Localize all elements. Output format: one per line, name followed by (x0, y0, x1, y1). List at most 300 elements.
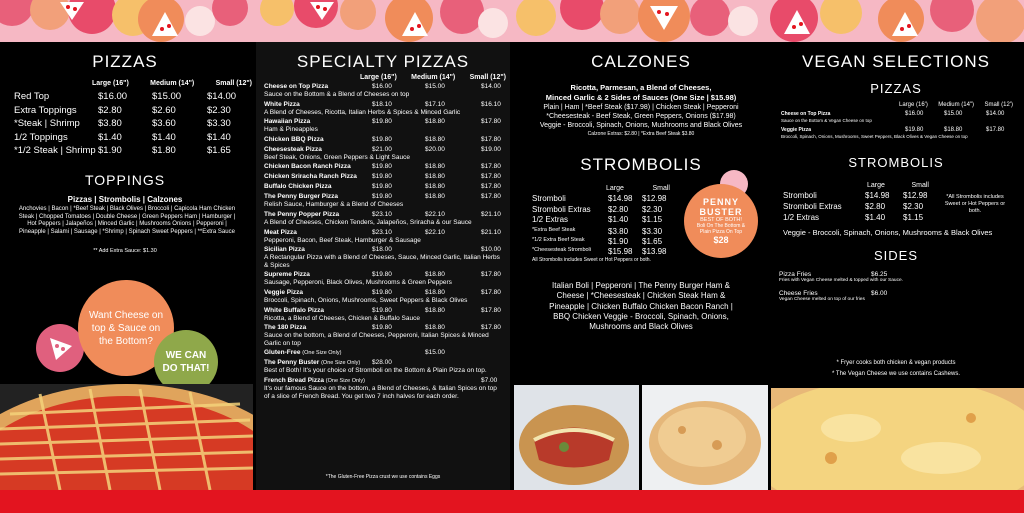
specialty-name-cell (264, 359, 372, 367)
specialty-name: The Penny Buster (264, 359, 320, 367)
row-name: *1/2 Extra Beef Steak (532, 237, 585, 243)
specialty-small: $7.00 (481, 376, 498, 384)
specialty-name: French Bread Pizza (264, 376, 324, 384)
vegan-stromboli-row (783, 202, 933, 213)
row-name: Extra Toppings (14, 104, 77, 116)
strombolis-title: STROMBOLIS (580, 155, 702, 174)
specialty-item-header (264, 359, 504, 367)
row-large: $15.98 (608, 247, 633, 256)
toppings-note: ** Add Extra Sauce: $1.30 (93, 248, 157, 254)
buster-sub-1: BEST OF BOTH! (700, 217, 742, 223)
row-small: $1.65 (207, 145, 231, 157)
vegan-pizzas-title: PIZZAS (870, 81, 922, 96)
vegan-pizza-photo (771, 388, 1024, 490)
specialty-item (264, 324, 504, 347)
specialty-desc: It's our famous Sauce on the bottom, a Blend of Cheeses, & Italian Spices on top of a slice of French Bread. You get two 7 inch halves for each order. (264, 384, 497, 400)
vegan-large: $16.00 (905, 111, 924, 117)
specialty-name-cell (264, 246, 372, 254)
row-small: $12.98 (903, 191, 928, 200)
specialty-item-header (264, 271, 504, 279)
toppings-subtitle: Pizzas | Strombolis | Calzones (67, 195, 183, 204)
stromboli-photo (642, 385, 768, 490)
row-small: $13.98 (642, 247, 667, 256)
pizza-price-row (14, 132, 250, 146)
vegan-medium: $18.80 (944, 127, 963, 133)
specialty-medium: $18.80 (425, 173, 445, 181)
pizza-slice-icon (400, 10, 430, 38)
specialty-item (264, 377, 504, 400)
specialty-name: Meat Pizza (264, 228, 297, 236)
row-small: $2.30 (903, 202, 924, 211)
row-small: $2.30 (207, 104, 231, 116)
header-medium: Medium (14") (938, 102, 975, 108)
specialty-desc: Broccoli, Spinach, Onions, Mushrooms, Sweet Peppers & Black Olives (264, 296, 468, 304)
specialty-medium: $18.80 (425, 183, 445, 191)
specialty-medium: $22.10 (425, 210, 445, 218)
sides-title: SIDES (873, 248, 918, 263)
specialty-item-header (264, 193, 504, 201)
specialty-small: $17.80 (481, 135, 501, 143)
specialty-large: $19.80 (372, 288, 392, 296)
specialty-item (264, 211, 504, 227)
specialty-item-header (264, 349, 504, 357)
calzones-title: CALZONES (591, 52, 691, 71)
specialty-name-cell (264, 324, 372, 332)
specialty-medium: $18.80 (425, 324, 445, 332)
specialty-large: $19.80 (372, 163, 392, 171)
specialty-desc: Beef Steak, Onions, Green Peppers & Light Sauce (264, 153, 410, 161)
vegan-large: $19.80 (905, 127, 924, 133)
specialty-item-header (264, 183, 504, 191)
specialty-name-cell (264, 307, 372, 315)
specialty-name-cell (264, 183, 372, 191)
pizza-price-row (14, 91, 250, 105)
sides-list (779, 271, 1015, 309)
specialty-item (264, 229, 504, 245)
specialty-medium: $18.80 (425, 163, 445, 171)
side-item (779, 271, 1015, 284)
specialty-medium: $18.80 (425, 118, 445, 126)
top-decorative-band (0, 0, 1024, 42)
specialty-large: $18.00 (372, 246, 392, 254)
header-small: Small (652, 185, 670, 192)
specialty-desc: Relish Sauce, Hamburger & a Blend of Cheeses (264, 201, 404, 209)
specialty-item-header (264, 289, 504, 297)
want-cheese-bubble: Want Cheese on top & Sauce on the Bottom? (78, 280, 174, 376)
specialty-large: $21.00 (372, 145, 392, 153)
side-price: $6.00 (871, 290, 888, 297)
vegan-footnote-1: * Fryer cooks both chicken & vegan products (836, 360, 956, 366)
row-large: $1.90 (98, 145, 122, 157)
specialty-desc: A Blend of Cheeses, Chicken Tenders, Jalapeños, Sriracha & our Sauce (264, 218, 472, 226)
header-large: Large (867, 182, 885, 189)
side-name: Pizza Fries (779, 271, 812, 278)
row-name: Stromboli Extras (783, 202, 842, 211)
specialty-desc: Best of Both! It's your choice of Stromboli on the Bottom & Plain Pizza on top. (264, 367, 487, 375)
row-name: *Steak | Shrimp (14, 118, 80, 130)
header-large: Large (606, 185, 624, 192)
specialty-medium: $18.80 (425, 193, 445, 201)
row-name: Stromboli (783, 191, 817, 200)
row-large: $2.80 (865, 202, 886, 211)
specialty-small: $14.00 (481, 83, 501, 90)
pizza-slice-icon (46, 334, 74, 362)
specialty-medium: $18.80 (425, 288, 445, 296)
specialty-name-cell (264, 83, 372, 91)
specialty-large: $16.00 (372, 83, 392, 90)
specialty-item (264, 101, 504, 117)
pizza-price-row (14, 118, 250, 132)
specialty-name: Chicken Sriracha Ranch Pizza (264, 173, 357, 181)
specialty-small: $17.80 (481, 173, 501, 181)
specialty-size-headers (360, 73, 506, 82)
pizza-price-row (14, 105, 250, 119)
calzones-column (514, 42, 768, 490)
stromboli-types: Italian Boli | Pepperoni | The Penny Burger Ham & Cheese | *Cheesesteak | Chicken Steak Ham & Pineapple | Chicken Buffalo Chicken Bacon Ranch | BBQ Chicken Veggie - Broccoli, Spinach, Onions, Mushrooms and Black Olives (549, 281, 733, 332)
specialty-medium: $22.10 (425, 228, 445, 236)
calzone-extras: Calzone Extras: $2.80 | *Extra Beef Steak $3.80 (587, 131, 695, 137)
specialty-large: $18.10 (372, 100, 392, 108)
pizzas-title: PIZZAS (92, 52, 158, 71)
specialty-item (264, 83, 504, 99)
vegan-name: Cheese on Top Pizza (781, 111, 831, 117)
row-large: $1.40 (865, 213, 886, 222)
vegan-item-header (781, 127, 1015, 134)
header-small: Small (12') (984, 102, 1013, 108)
toppings-title: TOPPINGS (84, 172, 166, 188)
specialty-medium: $18.80 (425, 306, 445, 314)
specialty-name: White Buffalo Pizza (264, 306, 324, 314)
stromboli-extra-list (532, 227, 672, 257)
specialty-item-header (264, 246, 504, 254)
specialty-item (264, 359, 504, 375)
row-name: 1/2 Extras (783, 213, 820, 222)
header-medium: Medium (14") (411, 74, 456, 81)
pizza-slice-icon (648, 2, 680, 32)
specialty-item-header (264, 163, 504, 171)
specialty-desc: A Blend of Cheeses, Ricotta, Italian Herbs & Spices & Minced Garlic (264, 108, 461, 116)
specialty-item-header (264, 118, 504, 126)
specialty-medium (425, 246, 481, 254)
specialty-name: Buffalo Chicken Pizza (264, 183, 332, 191)
row-large: $2.80 (608, 204, 629, 214)
specialty-item (264, 146, 504, 162)
we-can-do-bubble: WE CAN DO THAT! (154, 330, 218, 394)
side-desc: Vegan Cheese melted on top of our fries (779, 297, 865, 302)
penny-buster-badge (684, 184, 758, 258)
calzone-options-2: *Cheesesteak - Beef Steak, Green Peppers, Onions ($17.98) (546, 113, 736, 120)
specialty-extra: (One Size Only) (325, 377, 365, 384)
specialty-large (372, 377, 425, 385)
vegan-pizza-item (781, 127, 1015, 140)
specialty-small: $17.80 (481, 183, 501, 191)
specialty-name: Veggie Pizza (264, 288, 304, 296)
header-large: Large (16") (360, 74, 397, 81)
row-name: Stromboli (532, 194, 566, 203)
vegan-stromboli-note: *All Strombolis includes Sweet or Hot Peppers or both. (944, 194, 1006, 214)
specialty-name: The 180 Pizza (264, 324, 307, 332)
specialty-medium (425, 377, 481, 385)
specialty-desc: Ham & Pineapples (264, 126, 318, 134)
row-small: $1.65 (642, 237, 663, 246)
specialty-item-header (264, 324, 504, 332)
specialty-name-cell (264, 193, 372, 201)
specialty-item-header (264, 146, 504, 154)
specialty-medium: $18.80 (425, 271, 445, 279)
specialty-item (264, 163, 504, 171)
row-large: $1.90 (608, 237, 629, 246)
specialty-pizza-list (264, 83, 504, 402)
stromboli-extra-row (532, 237, 672, 247)
row-name: *1/2 Steak | Shrimp (14, 145, 96, 157)
specialty-item-header (264, 307, 504, 315)
specialty-item (264, 183, 504, 191)
specialty-item-header (264, 211, 504, 219)
specialty-small: $17.80 (481, 324, 501, 332)
specialty-item (264, 349, 504, 357)
specialty-small: $17.80 (481, 118, 501, 126)
vegan-strombolis-title: STROMBOLIS (848, 155, 944, 170)
specialty-name-cell (264, 377, 372, 385)
specialty-item-header (264, 83, 504, 91)
specialty-small: $10.00 (481, 246, 501, 254)
row-small: $1.15 (903, 213, 924, 222)
specialty-large: $19.80 (372, 118, 392, 126)
specialty-small: $17.80 (481, 163, 501, 171)
specialty-name-cell (264, 349, 372, 357)
specialty-name: The Penny Popper Pizza (264, 210, 340, 218)
pizzas-column (0, 42, 253, 490)
stromboli-extra-row (532, 227, 672, 237)
row-small: $3.30 (642, 227, 663, 236)
buster-title-1: PENNY (702, 197, 739, 207)
specialty-name-cell (264, 136, 372, 144)
buster-sub-2: Boli On The Bottom & Plain Pizza On Top (696, 223, 746, 235)
specialty-name-cell (264, 289, 372, 297)
specialty-medium: $18.80 (425, 135, 445, 143)
header-medium: Medium (14") (150, 80, 195, 87)
specialty-name-cell (264, 173, 372, 181)
header-large: Large (16") (92, 80, 129, 87)
specialty-desc: A Rectangular Pizza with a Blend of Cheeses, Sauce, Minced Garlic, Italian Herbs & Spices (264, 254, 500, 269)
specialty-item (264, 271, 504, 287)
specialty-large: $19.80 (372, 306, 392, 314)
specialty-small: $17.80 (481, 271, 501, 279)
specialty-large: $19.80 (372, 183, 392, 191)
side-name: Cheese Fries (779, 290, 818, 297)
vegan-medium: $15.00 (944, 111, 963, 117)
specialty-item (264, 136, 504, 144)
row-medium: $15.00 (152, 91, 182, 102)
vegan-name: Veggie Pizza (781, 127, 812, 133)
side-desc: Fries with Vegan Cheese melted & topped with our Sauce. (779, 278, 903, 283)
specialty-desc: Sauce on the bottom, a Blend of Cheeses, Pepperoni, Italian Spices & Minced Garlic on top (264, 332, 489, 347)
vegan-stromboli-list (783, 191, 933, 224)
row-name: *Cheesesteak Stromboli (532, 247, 592, 253)
row-medium: $3.60 (152, 118, 176, 130)
specialty-medium: $20.00 (425, 145, 445, 153)
specialty-medium: $17.10 (425, 100, 445, 108)
specialty-large: $19.80 (372, 135, 392, 143)
specialty-name: Gluten-Free (264, 349, 301, 357)
specialty-large: $19.80 (372, 173, 392, 181)
specialty-small: $17.80 (481, 288, 501, 296)
calzone-desc-line1: Ricotta, Parmesan, a Blend of Cheeses, (570, 83, 712, 92)
specialty-medium: $15.00 (425, 349, 445, 357)
vegan-item-header (781, 111, 1015, 118)
row-large: $14.98 (865, 191, 890, 200)
pizza-slice-icon (890, 10, 920, 38)
vegan-column (771, 42, 1024, 490)
stromboli-price-list (532, 194, 672, 226)
specialty-item-header (264, 136, 504, 144)
pizzas-price-list (14, 91, 250, 159)
specialty-name: White Pizza (264, 100, 300, 108)
vegan-pizza-list (781, 111, 1015, 143)
calzone-desc-line2: Minced Garlic & 2 Sides of Sauces (One Size | $15.98) (545, 93, 737, 102)
row-large: $1.40 (98, 131, 122, 143)
specialty-name: Chicken BBQ Pizza (264, 135, 324, 143)
row-small: $14.00 (207, 91, 237, 102)
specialty-small: $17.80 (481, 193, 501, 201)
specialty-item-header (264, 229, 504, 237)
toppings-list: Anchovies | Bacon | *Beef Steak | Black Olives | Broccoli | Capicola Ham Chicken Steak | Chopped Tomatoes | Double Cheese | Green Peppers Ham | Hamburger | Hot Peppers | Jalapeños | Minced Garlic | Mushrooms Onions | Pepperoni | Pineapple | Salami | Sausage | *Shrimp | Spinach Sweet Peppers | **Extra Sauce (18, 206, 236, 235)
specialty-desc: Sauce on the Bottom & a Blend of Cheeses on top (264, 91, 410, 98)
vegan-title: VEGAN SELECTIONS (802, 52, 990, 71)
specialty-item (264, 193, 504, 209)
specialty-item-header (264, 101, 504, 109)
specialty-small: $21.10 (481, 228, 501, 236)
header-large: Large (16') (899, 102, 928, 108)
specialty-large: $23.10 (372, 210, 392, 218)
specialty-pizzas-column (256, 42, 510, 490)
specialty-name-cell (264, 271, 372, 279)
pizza-slice-icon (150, 10, 180, 38)
pizza-slice-icon (58, 0, 86, 22)
vegan-pizza-item (781, 111, 1015, 124)
specialty-large: $19.80 (372, 193, 392, 201)
stromboli-extra-row (532, 247, 672, 257)
specialty-large: $19.80 (372, 271, 392, 279)
header-small: Small (911, 182, 929, 189)
specialty-name-cell (264, 229, 372, 237)
calzone-options-1: Plain | Ham | *Beef Steak ($17.98) | Chicken Steak | Pepperoni (543, 104, 739, 111)
specialty-name: Cheese on Top Pizza (264, 83, 329, 90)
specialty-extra: (One Size Only) (302, 350, 342, 357)
row-large: $3.80 (608, 227, 629, 236)
row-medium: $1.80 (152, 145, 176, 157)
specialty-small: $19.00 (481, 145, 501, 153)
row-name: 1/2 Extras (532, 215, 569, 224)
pizza-slice-icon (782, 8, 812, 36)
specialty-extra: (One Size Only) (321, 360, 361, 367)
specialty-name-cell (264, 146, 372, 154)
side-item-header (779, 271, 1015, 278)
buster-price: $28 (713, 235, 729, 245)
specialty-item (264, 173, 504, 181)
row-large: $16.00 (98, 91, 128, 102)
row-large: $1.40 (608, 215, 629, 224)
row-small: $12.98 (642, 194, 667, 203)
calzone-options-3: Veggie - Broccoli, Spinach, Onions, Mushrooms and Black Olives (539, 122, 743, 129)
stromboli-row (532, 194, 672, 205)
specialty-desc: Ricotta, a Blend of Cheeses, Chicken & Buffalo Sauce (264, 314, 420, 322)
pizzas-size-headers (92, 79, 252, 88)
row-small: $1.15 (642, 215, 663, 224)
side-price: $6.25 (871, 271, 888, 278)
pizza-slice-icon (308, 0, 336, 22)
calzone-photo (514, 385, 639, 490)
specialty-name: Chicken Bacon Ranch Pizza (264, 163, 351, 171)
specialty-desc: Pepperoni, Bacon, Beef Steak, Hamburger & Sausage (264, 236, 421, 244)
specialty-item-header (264, 377, 504, 385)
specialty-name: Cheesesteak Pizza (264, 145, 322, 153)
row-medium: $2.60 (152, 104, 176, 116)
row-small: $1.40 (207, 131, 231, 143)
specialty-name-cell (264, 118, 372, 126)
specialty-large: $19.80 (372, 324, 392, 332)
specialty-title: SPECIALTY PIZZAS (296, 52, 470, 71)
vegan-stromboli-row (783, 191, 933, 202)
side-item-header (779, 290, 1015, 297)
stromboli-row (532, 205, 672, 216)
specialty-medium: $15.00 (425, 83, 445, 90)
specialty-large (372, 349, 425, 357)
specialty-item (264, 118, 504, 134)
gluten-free-note: *The Gluten-Free Pizza crust we use contains Eggs (325, 474, 441, 480)
specialty-item (264, 246, 504, 269)
buster-title-2: BUSTER (699, 207, 743, 217)
pizza-badge (36, 324, 84, 372)
specialty-name-cell (264, 163, 372, 171)
specialty-item (264, 307, 504, 323)
specialty-item (264, 289, 504, 305)
header-small: Small (12") (469, 74, 506, 81)
row-large: $2.80 (98, 104, 122, 116)
row-name: Stromboli Extras (532, 204, 591, 214)
row-large: $14.98 (608, 194, 633, 203)
specialty-name: The Penny Burger Pizza (264, 193, 339, 201)
specialty-name: Supreme Pizza (264, 271, 310, 279)
red-top-pizza-photo (0, 384, 253, 490)
vegan-footnote-2: * The Vegan Cheese we use contains Cashews. (832, 371, 960, 377)
specialty-name: Sicilian Pizza (264, 246, 305, 254)
vegan-desc: Sauce on the Bottom & Vegan Cheese on top (781, 118, 872, 123)
specialty-small: $21.10 (481, 210, 501, 218)
vegan-small: $14.00 (986, 111, 1005, 117)
vegan-size-headers (899, 102, 1013, 110)
row-name: *Extra Beef Steak (532, 227, 576, 233)
specialty-name-cell (264, 211, 372, 219)
specialty-medium (425, 359, 481, 367)
header-small: Small (12") (215, 80, 252, 87)
vegan-desc: Broccoli, Spinach, Onions, Mushrooms, Sweet Peppers, Black Olives & Vegan Cheese on top (781, 134, 968, 139)
stromboli-row (532, 215, 672, 226)
specialty-small: $16.10 (481, 100, 501, 108)
specialty-small: $17.80 (481, 306, 501, 314)
row-name: 1/2 Toppings (14, 131, 68, 143)
row-small: $3.30 (207, 118, 231, 130)
vegan-small: $17.80 (986, 127, 1005, 133)
vegan-stromboli-row (783, 213, 933, 224)
specialty-desc: Sausage, Pepperoni, Black Olives, Mushrooms & Green Peppers (264, 279, 452, 287)
side-item (779, 290, 1015, 303)
row-name: Red Top (14, 91, 50, 102)
specialty-name-cell (264, 101, 372, 109)
stromboli-note: All Strombolis includes Sweet or Hot Peppers or both. (532, 257, 651, 263)
vegan-stromboli-veggie: Veggie - Broccoli, Spinach, Onions, Mushrooms & Black Olives (783, 228, 993, 237)
specialty-large: $23.10 (372, 228, 392, 236)
